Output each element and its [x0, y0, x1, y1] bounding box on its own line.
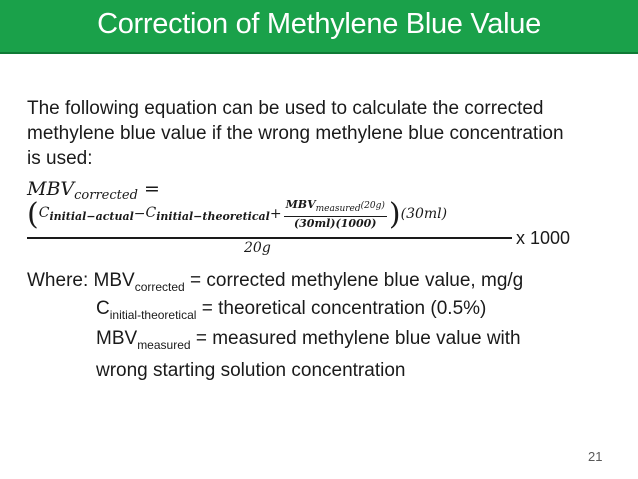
formula-lhs-sub: corrected [74, 188, 138, 203]
formula-numerator [27, 198, 547, 238]
where-line-4: wrong starting solution concentration [96, 360, 406, 381]
minus-sign: − [133, 206, 146, 223]
where-line3-rest: = measured methylene blue value with [190, 328, 521, 349]
close-paren: ) [388, 197, 401, 233]
inner-fraction-numerator [284, 198, 387, 217]
intro-line-3: is used: [27, 148, 93, 169]
term2-sub: initial−theoretical [156, 210, 270, 224]
term-initial-actual [39, 205, 134, 223]
term2-c: C [145, 205, 157, 222]
formula-lhs-main: MBV [27, 178, 75, 200]
intro-line-2: methylene blue value if the wrong methylene blue concentration [27, 123, 564, 144]
where-line2-sub: initial-theoretical [109, 308, 197, 322]
inner-num-main: MBV [285, 198, 316, 211]
where-line1-rest: = corrected methylene blue value, mg/g [184, 270, 524, 291]
formula-denominator: 20g [244, 240, 271, 256]
after-paren: (30ml) [400, 206, 448, 223]
inner-fraction [284, 198, 387, 230]
formula-equals: = [143, 178, 160, 200]
where-line2-rest: = theoretical concentration (0.5%) [196, 298, 487, 319]
where-line1-sub: corrected [134, 280, 185, 294]
intro-text [27, 96, 627, 171]
page-number: 21 [588, 449, 603, 464]
inner-num-tail: (20g) [360, 201, 385, 211]
where-prefix: Where: MBV [27, 270, 135, 291]
where-line2-main: C [96, 298, 110, 319]
inner-fraction-denominator: (30ml)(1000) [293, 217, 377, 231]
inner-num-sub: measured [315, 204, 361, 215]
where-line3-sub: measured [137, 338, 191, 352]
where-line3-main: MBV [96, 328, 138, 349]
formula-multiplier: x 1000 [516, 228, 571, 248]
where-block [27, 268, 523, 300]
plus-sign: + [269, 206, 282, 223]
where-line-1 [27, 268, 523, 300]
open-paren: ( [27, 197, 39, 233]
where-line-2 [96, 298, 486, 322]
where-line-3 [96, 328, 521, 352]
term1-sub: initial−actual [49, 210, 134, 224]
intro-line-1: The following equation can be used to calculate the corrected [27, 98, 544, 119]
title-bar [0, 0, 638, 54]
fraction-bar [27, 237, 512, 239]
term-initial-theoretical [146, 205, 270, 223]
term1-c: C [38, 205, 50, 222]
slide-title: Correction of Methylene Blue Value [97, 8, 541, 40]
